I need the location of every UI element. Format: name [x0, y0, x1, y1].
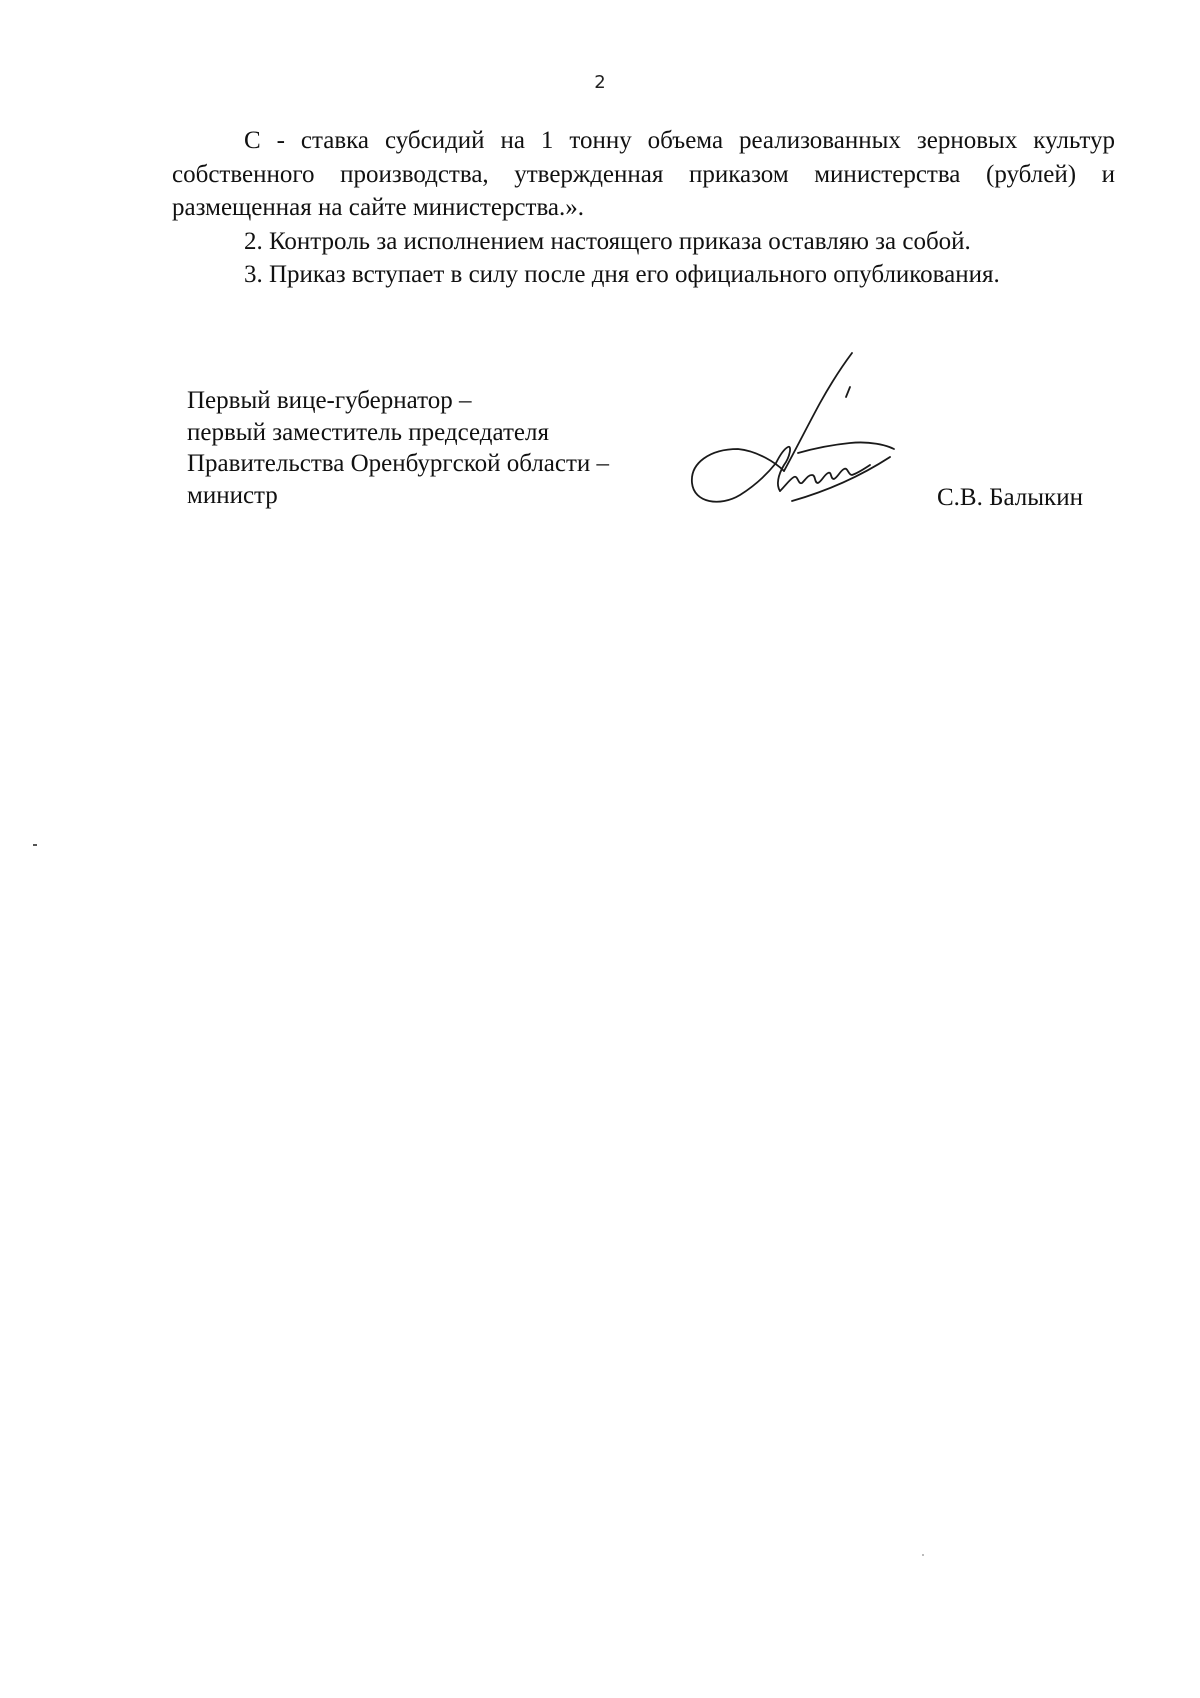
paragraph-control: 2. Контроль за исполнением настоящего приказа оставляю за собой. [244, 227, 971, 255]
signatory-title-line: министр [187, 481, 278, 509]
signatory-title-line: первый заместитель председателя [187, 418, 549, 446]
paragraph-rate-definition: С - ставка субсидий на 1 тонну объема реализованных зерновых культур собственного производства, утвержденная приказом министерства (рублей) и размещенная на сайте министерства.». [172, 127, 1115, 221]
page-number: 2 [594, 72, 606, 93]
signer-name: С.В. Балыкин [937, 484, 1083, 511]
paragraph-effective-date: 3. Приказ вступает в силу после дня его официального опубликования. [244, 261, 1000, 288]
signatory-title-line: Первый вице-губернатор – [187, 387, 472, 414]
signatory-title-line: Правительства Оренбургской области – [187, 450, 610, 477]
scan-artifact [922, 1554, 924, 1556]
handwritten-signature [680, 345, 930, 525]
body-text [172, 124, 1115, 292]
scan-artifact [33, 844, 37, 846]
